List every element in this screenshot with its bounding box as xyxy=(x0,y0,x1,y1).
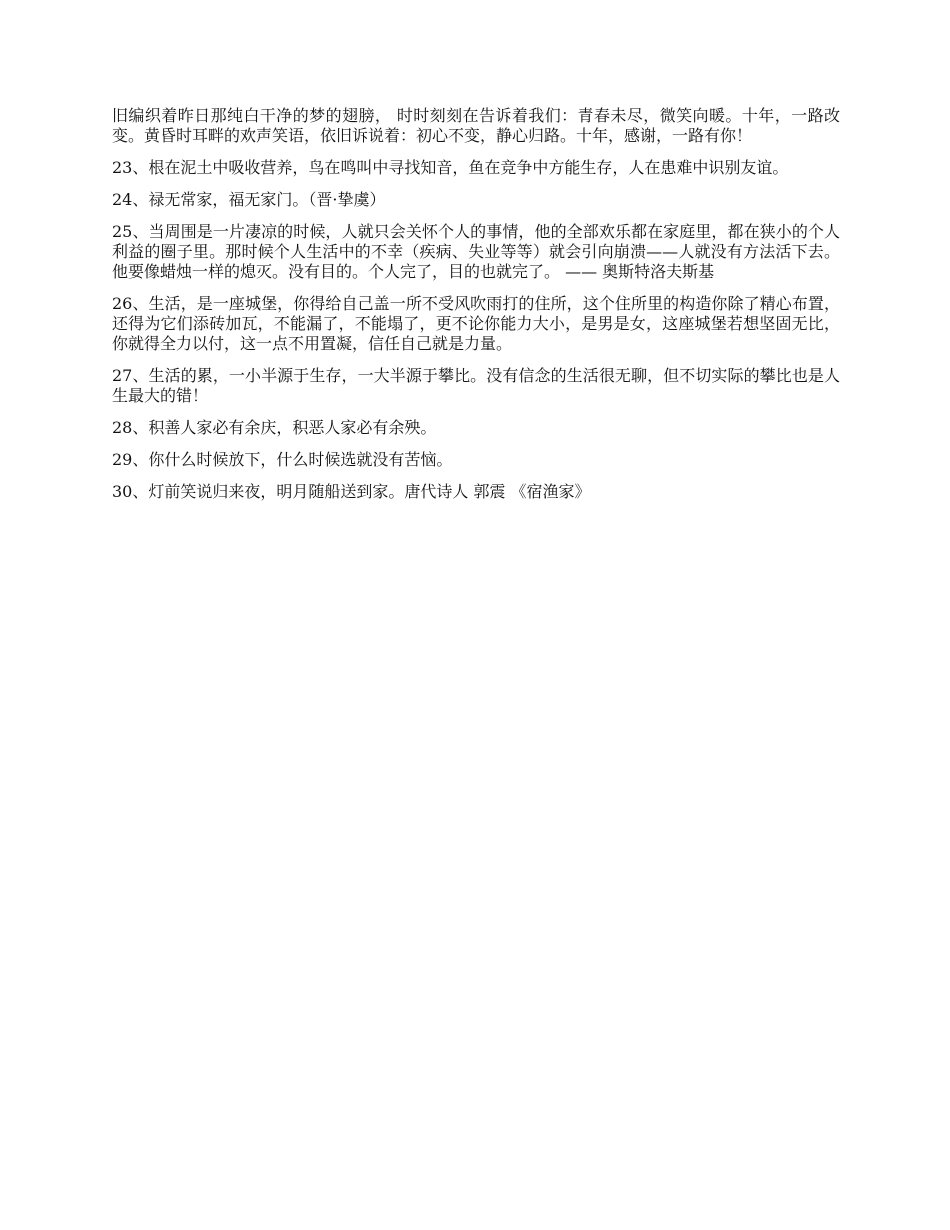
quote-30: 30、灯前笑说归来夜，明月随船送到家。唐代诗人 郭震 《宿渔家》 xyxy=(112,482,591,501)
document-page xyxy=(112,106,840,514)
quote-26: 26、生活，是一座城堡，你得给自己盖一所不受风吹雨打的住所，这个住所里的构造你除了精心布置，还得为它们添砖加瓦，不能漏了，不能塌了，更不论你能力大小，是男是女，这座城堡若想坚固无比，你就得全力以付，这一点不用置凝，信任自己就是力量。 xyxy=(112,294,840,353)
quote-29: 29、你什么时候放下，什么时候选就没有苦恼。 xyxy=(112,450,453,469)
quote-27: 27、生活的累，一小半源于生存，一大半源于攀比。没有信念的生活很无聊，但不切实际的攀比也是人生最大的错！ xyxy=(112,366,840,405)
quote-24: 24、禄无常家，福无家门。（晋·挚虞） xyxy=(112,190,386,209)
quote-23: 23、根在泥土中吸收营养，鸟在鸣叫中寻找知音，鱼在竞争中方能生存，人在患难中识别友谊。 xyxy=(112,158,789,177)
quote-28: 28、积善人家必有余庆，积恶人家必有余殃。 xyxy=(112,418,437,437)
paragraph-continuation: 旧编织着昨日那纯白干净的梦的翅膀， 时时刻刻在告诉着我们：青春未尽，微笑向暖。十年，一路改变。黄昏时耳畔的欢声笑语，依旧诉说着：初心不变，静心归路。十年，感谢，一路有你！ xyxy=(112,106,840,145)
quote-25: 25、当周围是一片凄凉的时候，人就只会关怀个人的事情，他的全部欢乐都在家庭里，都在狭小的个人利益的圈子里。那时候个人生活中的不幸（疾病、失业等等）就会引向崩溃——人就没有方法活下去。他要像蜡烛一样的熄灭。没有目的。个人完了，目的也就完了。 —— 奥斯特洛夫斯基 xyxy=(112,222,840,281)
